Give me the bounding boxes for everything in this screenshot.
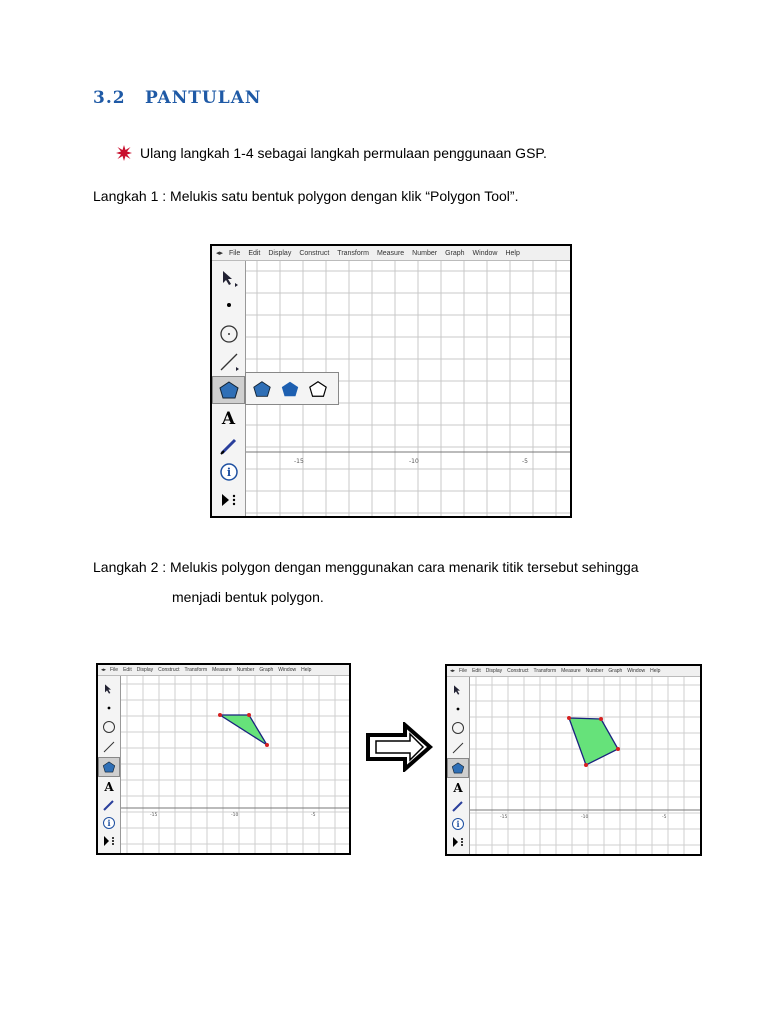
- tick-label-neg10: -10: [231, 813, 239, 818]
- menu-file[interactable]: File: [459, 668, 468, 674]
- tick-label-neg10: -10: [409, 458, 419, 465]
- menu-number[interactable]: Number: [412, 249, 438, 257]
- selection-arrow-tool[interactable]: [212, 265, 245, 291]
- window-control-icon[interactable]: ◂▸: [101, 667, 107, 673]
- menu-file[interactable]: File: [229, 249, 241, 257]
- gsp-toolbox: [212, 261, 246, 516]
- polygon-tool[interactable]: [98, 757, 120, 777]
- information-tool[interactable]: [98, 814, 120, 832]
- vertex-point[interactable]: [584, 763, 588, 767]
- sketch-canvas-left[interactable]: [121, 676, 349, 853]
- vertex-point[interactable]: [247, 713, 251, 717]
- arrow-select-icon: [103, 683, 115, 695]
- vertex-point[interactable]: [265, 743, 269, 747]
- information-tool[interactable]: [447, 815, 469, 833]
- polygon-tool[interactable]: [447, 758, 469, 778]
- compass-tool[interactable]: [98, 718, 120, 736]
- polygon-icon: [102, 760, 116, 774]
- menu-window[interactable]: Window: [627, 668, 646, 674]
- menu-file[interactable]: File: [110, 667, 119, 673]
- menu-construct[interactable]: Construct: [158, 667, 180, 673]
- point-icon: [106, 705, 112, 711]
- text-tool[interactable]: [212, 406, 245, 432]
- menu-display[interactable]: Display: [485, 668, 503, 674]
- polygon-icon: [451, 761, 465, 775]
- menu-window[interactable]: Window: [278, 667, 297, 673]
- custom-tool[interactable]: [212, 487, 245, 513]
- compass-icon: [451, 721, 465, 735]
- point-tool[interactable]: [212, 293, 245, 317]
- step2-text-line1: Langkah 2 : Melukis polygon dengan menggunakan cara menarik titik tersebut sehingga: [93, 559, 639, 575]
- menu-construct[interactable]: Construct: [299, 249, 330, 257]
- menu-graph[interactable]: Graph: [259, 667, 274, 673]
- menu-help[interactable]: Help: [650, 668, 661, 674]
- custom-tool-icon: [451, 836, 465, 848]
- menu-window[interactable]: Window: [472, 249, 498, 257]
- step1-text: Langkah 1 : Melukis satu bentuk polygon dengan klik “Polygon Tool”.: [93, 188, 519, 204]
- info-icon: [451, 817, 465, 831]
- marker-tool[interactable]: [212, 433, 245, 459]
- bullet-line: [116, 145, 547, 161]
- marker-icon: [102, 798, 116, 812]
- svg-text:i: i: [226, 466, 231, 479]
- custom-tool[interactable]: [98, 832, 120, 850]
- straightedge-icon: [102, 740, 116, 754]
- vertex-point[interactable]: [599, 717, 603, 721]
- selection-arrow-tool[interactable]: [447, 681, 469, 699]
- tick-label-neg15: -15: [294, 458, 304, 465]
- vertex-point[interactable]: [616, 747, 620, 751]
- menu-number[interactable]: Number: [236, 667, 255, 673]
- menu-transform[interactable]: Transform: [337, 249, 369, 257]
- polygon-filled-edges-icon: [252, 379, 272, 399]
- menu-measure[interactable]: Measure: [376, 249, 405, 257]
- polygon-icon: [218, 379, 240, 401]
- compass-icon: [102, 720, 116, 734]
- menu-help[interactable]: Help: [505, 249, 520, 257]
- double-arrow-icon: [365, 722, 433, 772]
- bullet-text: Ulang langkah 1-4 sebagai langkah permulaan penggunaan GSP.: [140, 145, 547, 161]
- compass-tool[interactable]: [212, 321, 245, 347]
- bullet-star-icon: [116, 145, 132, 161]
- straightedge-tool[interactable]: [447, 739, 469, 757]
- text-tool[interactable]: [98, 778, 120, 796]
- custom-tool-icon: [102, 835, 116, 847]
- section-heading: [93, 88, 261, 108]
- straightedge-icon: [451, 741, 465, 755]
- information-tool[interactable]: [212, 460, 245, 486]
- menu-display[interactable]: Display: [136, 667, 154, 673]
- tick-label-neg15: -15: [150, 813, 158, 818]
- gsp-screenshot-triangle: [96, 663, 351, 855]
- info-icon: [102, 816, 116, 830]
- text-tool[interactable]: [447, 779, 469, 797]
- polygon-interior-option[interactable]: [276, 375, 304, 403]
- window-control-icon[interactable]: ◂▸: [216, 250, 224, 257]
- custom-tool-icon: [219, 492, 239, 508]
- text-icon: A: [453, 781, 463, 795]
- gsp-menubar-small-right: [447, 666, 700, 677]
- gsp-toolbox-small-left: [98, 676, 121, 853]
- menu-edit[interactable]: Edit: [123, 667, 132, 673]
- text-icon: A: [221, 409, 236, 429]
- polygon-filled-icon: [280, 379, 300, 399]
- straightedge-icon: [218, 351, 240, 373]
- custom-tool[interactable]: [447, 833, 469, 851]
- arrow-select-icon: [452, 684, 464, 696]
- svg-text:i: i: [456, 819, 460, 829]
- vertex-point[interactable]: [218, 713, 222, 717]
- marker-tool[interactable]: [98, 796, 120, 814]
- polygon-tool[interactable]: [212, 376, 245, 404]
- gsp-menubar-small-left: [98, 665, 349, 676]
- straightedge-tool[interactable]: [98, 738, 120, 756]
- menu-transform[interactable]: Transform: [533, 668, 557, 674]
- menu-graph[interactable]: Graph: [445, 249, 465, 257]
- vertex-point[interactable]: [567, 716, 571, 720]
- quadrilateral-polygon[interactable]: [569, 718, 618, 765]
- polygon-outline-icon: [308, 379, 328, 399]
- section-number: 3.2: [93, 88, 126, 108]
- point-icon: [455, 706, 461, 712]
- polygon-edge-interior-option[interactable]: [248, 375, 276, 403]
- gsp-screenshot-polygon-tool: [210, 244, 572, 518]
- menu-number[interactable]: Number: [585, 668, 604, 674]
- text-icon: A: [104, 780, 114, 794]
- sketch-canvas-right[interactable]: [470, 677, 700, 854]
- point-tool[interactable]: [447, 701, 469, 717]
- tick-label-neg5: -5: [311, 813, 316, 818]
- marker-icon: [451, 799, 465, 813]
- menu-measure[interactable]: Measure: [212, 667, 232, 673]
- menu-display[interactable]: Display: [268, 249, 292, 257]
- step2-text-line2: menjadi bentuk polygon.: [172, 589, 324, 605]
- menu-construct[interactable]: Construct: [507, 668, 529, 674]
- gsp-screenshot-quadrilateral: [445, 664, 702, 856]
- menu-edit[interactable]: Edit: [248, 249, 261, 257]
- section-title: PANTULAN: [145, 88, 262, 108]
- gsp-menubar: [212, 246, 570, 261]
- window-control-icon[interactable]: ◂▸: [450, 668, 456, 674]
- info-icon: [219, 463, 239, 483]
- straightedge-tool[interactable]: [212, 349, 245, 375]
- menu-transform[interactable]: Transform: [184, 667, 208, 673]
- tick-label-neg5: -5: [662, 815, 667, 820]
- gsp-toolbox-small-right: [447, 677, 470, 854]
- point-tool[interactable]: [98, 700, 120, 716]
- selection-arrow-tool[interactable]: [98, 680, 120, 698]
- menu-edit[interactable]: Edit: [472, 668, 481, 674]
- compass-icon: [219, 324, 239, 344]
- tick-label-neg15: -15: [500, 815, 508, 820]
- marker-icon: [219, 436, 239, 456]
- compass-tool[interactable]: [447, 719, 469, 737]
- polygon-outline-option[interactable]: [304, 375, 332, 403]
- svg-text:i: i: [107, 818, 111, 828]
- tick-label-neg5: -5: [522, 458, 528, 465]
- polygon-tool-flyout: [245, 372, 339, 405]
- marker-tool[interactable]: [447, 797, 469, 815]
- menu-help[interactable]: Help: [301, 667, 312, 673]
- point-icon: [224, 300, 234, 310]
- menu-measure[interactable]: Measure: [561, 668, 581, 674]
- triangle-polygon[interactable]: [220, 715, 267, 745]
- tick-label-neg10: -10: [581, 815, 589, 820]
- menu-graph[interactable]: Graph: [608, 668, 623, 674]
- arrow-select-icon: [220, 269, 238, 287]
